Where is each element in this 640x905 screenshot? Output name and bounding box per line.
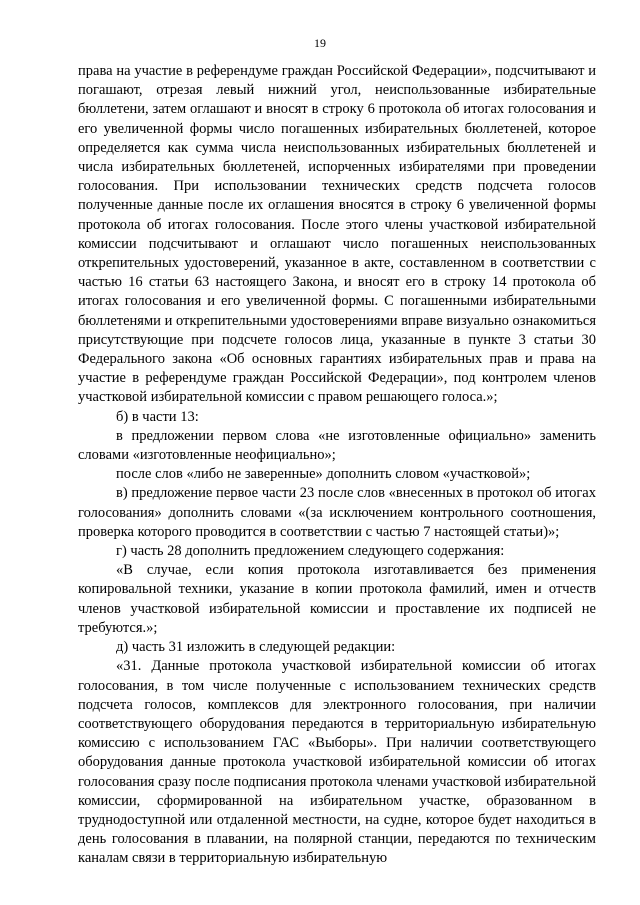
paragraph-sub-2: после слов «либо не заверенные» дополнить словом «участковой»; [116,466,531,483]
paragraph-quote-31: «31. Данные протокола участковой избирательной комиссии об итогах голосования, в том числе полученные с использованием технических средств подсчета голосов, комплексов для электронного голосования, при наличии соответствующего оборудования передаются в территориальную избирательную комиссию с использованием ГАС «Выборы». При наличии соответствующего оборудования данные протокола участковой избирательной комиссии об итогах голосования сразу после подписания протокола членами участковой избирательной комиссии, сформированной на избирательном участке, образованном в труднодоступной или отдаленной местности, на судне, которое будет находиться в день голосования в плавании, на полярной станции, передаются по техническим каналам связи в территориальную избирательную [78,658,596,867]
paragraph-quote-g: «В случае, если копия протокола изготавливается без применения копировальной техники, указание в копии протокола фамилий, имен и отчеств членов участковой избирательной комиссии и проставление их подписей не требуются.»; [78,562,596,636]
page-number: 19 [314,36,326,50]
paragraph-item-v: в) предложение первое части 23 после слов «внесенных в протокол об итогах голосования» дополнить словами «(за исключением контрольного соотношения, проверка которого проводится в соответствии с частью 7 настоящей статьи)»; [78,485,596,540]
document-body [78,62,596,869]
paragraph-item-d: д) часть 31 изложить в следующей редакции: [116,639,396,656]
paragraph-item-b: б) в части 13: [116,408,199,425]
paragraph-continuation: права на участие в референдуме граждан Российской Федерации», подсчитывают и погашают, отрезая левый нижний угол, неиспользованные избирательные бюллетени, затем оглашают и вносят в строку 6 протокола об итогах голосования и его увеличенной формы число погашенных избирательных бюллетеней, которое определяется как сумма числа неиспользованных избирательных бюллетеней и числа избирательных бюллетеней, испорченных избирателями при проведении голосования. При использовании технических средств подсчета голосов полученные данные после их оглашения вносятся в строку 6 увеличенной формы протокола об итогах голосования. После этого члены участковой избирательной комиссии подсчитывают и оглашают число погашенных неиспользованных открепительных удостоверений, указанное в акте, составленном в соответствии с частью 16 статьи 63 настоящего Закона, и вносят его в строку 14 протокола об итогах голосования и его увеличенной формы. С погашенными избирательными бюллетенями и открепительными удостоверениями вправе визуально ознакомиться присутствующие при подсчете голосов лица, указанные в пункте 3 статьи 30 Федерального закона «Об основных гарантиях избирательных прав и права на участие в референдуме граждан Российской Федерации», под контролем членов участковой избирательной комиссии с правом решающего голоса.»; [78,63,596,406]
paragraph-item-g: г) часть 28 дополнить предложением следующего содержания: [116,543,505,560]
paragraph-sub-1: в предложении первом слова «не изготовленные официально» заменить словами «изготовленные неофициально»; [78,427,596,464]
